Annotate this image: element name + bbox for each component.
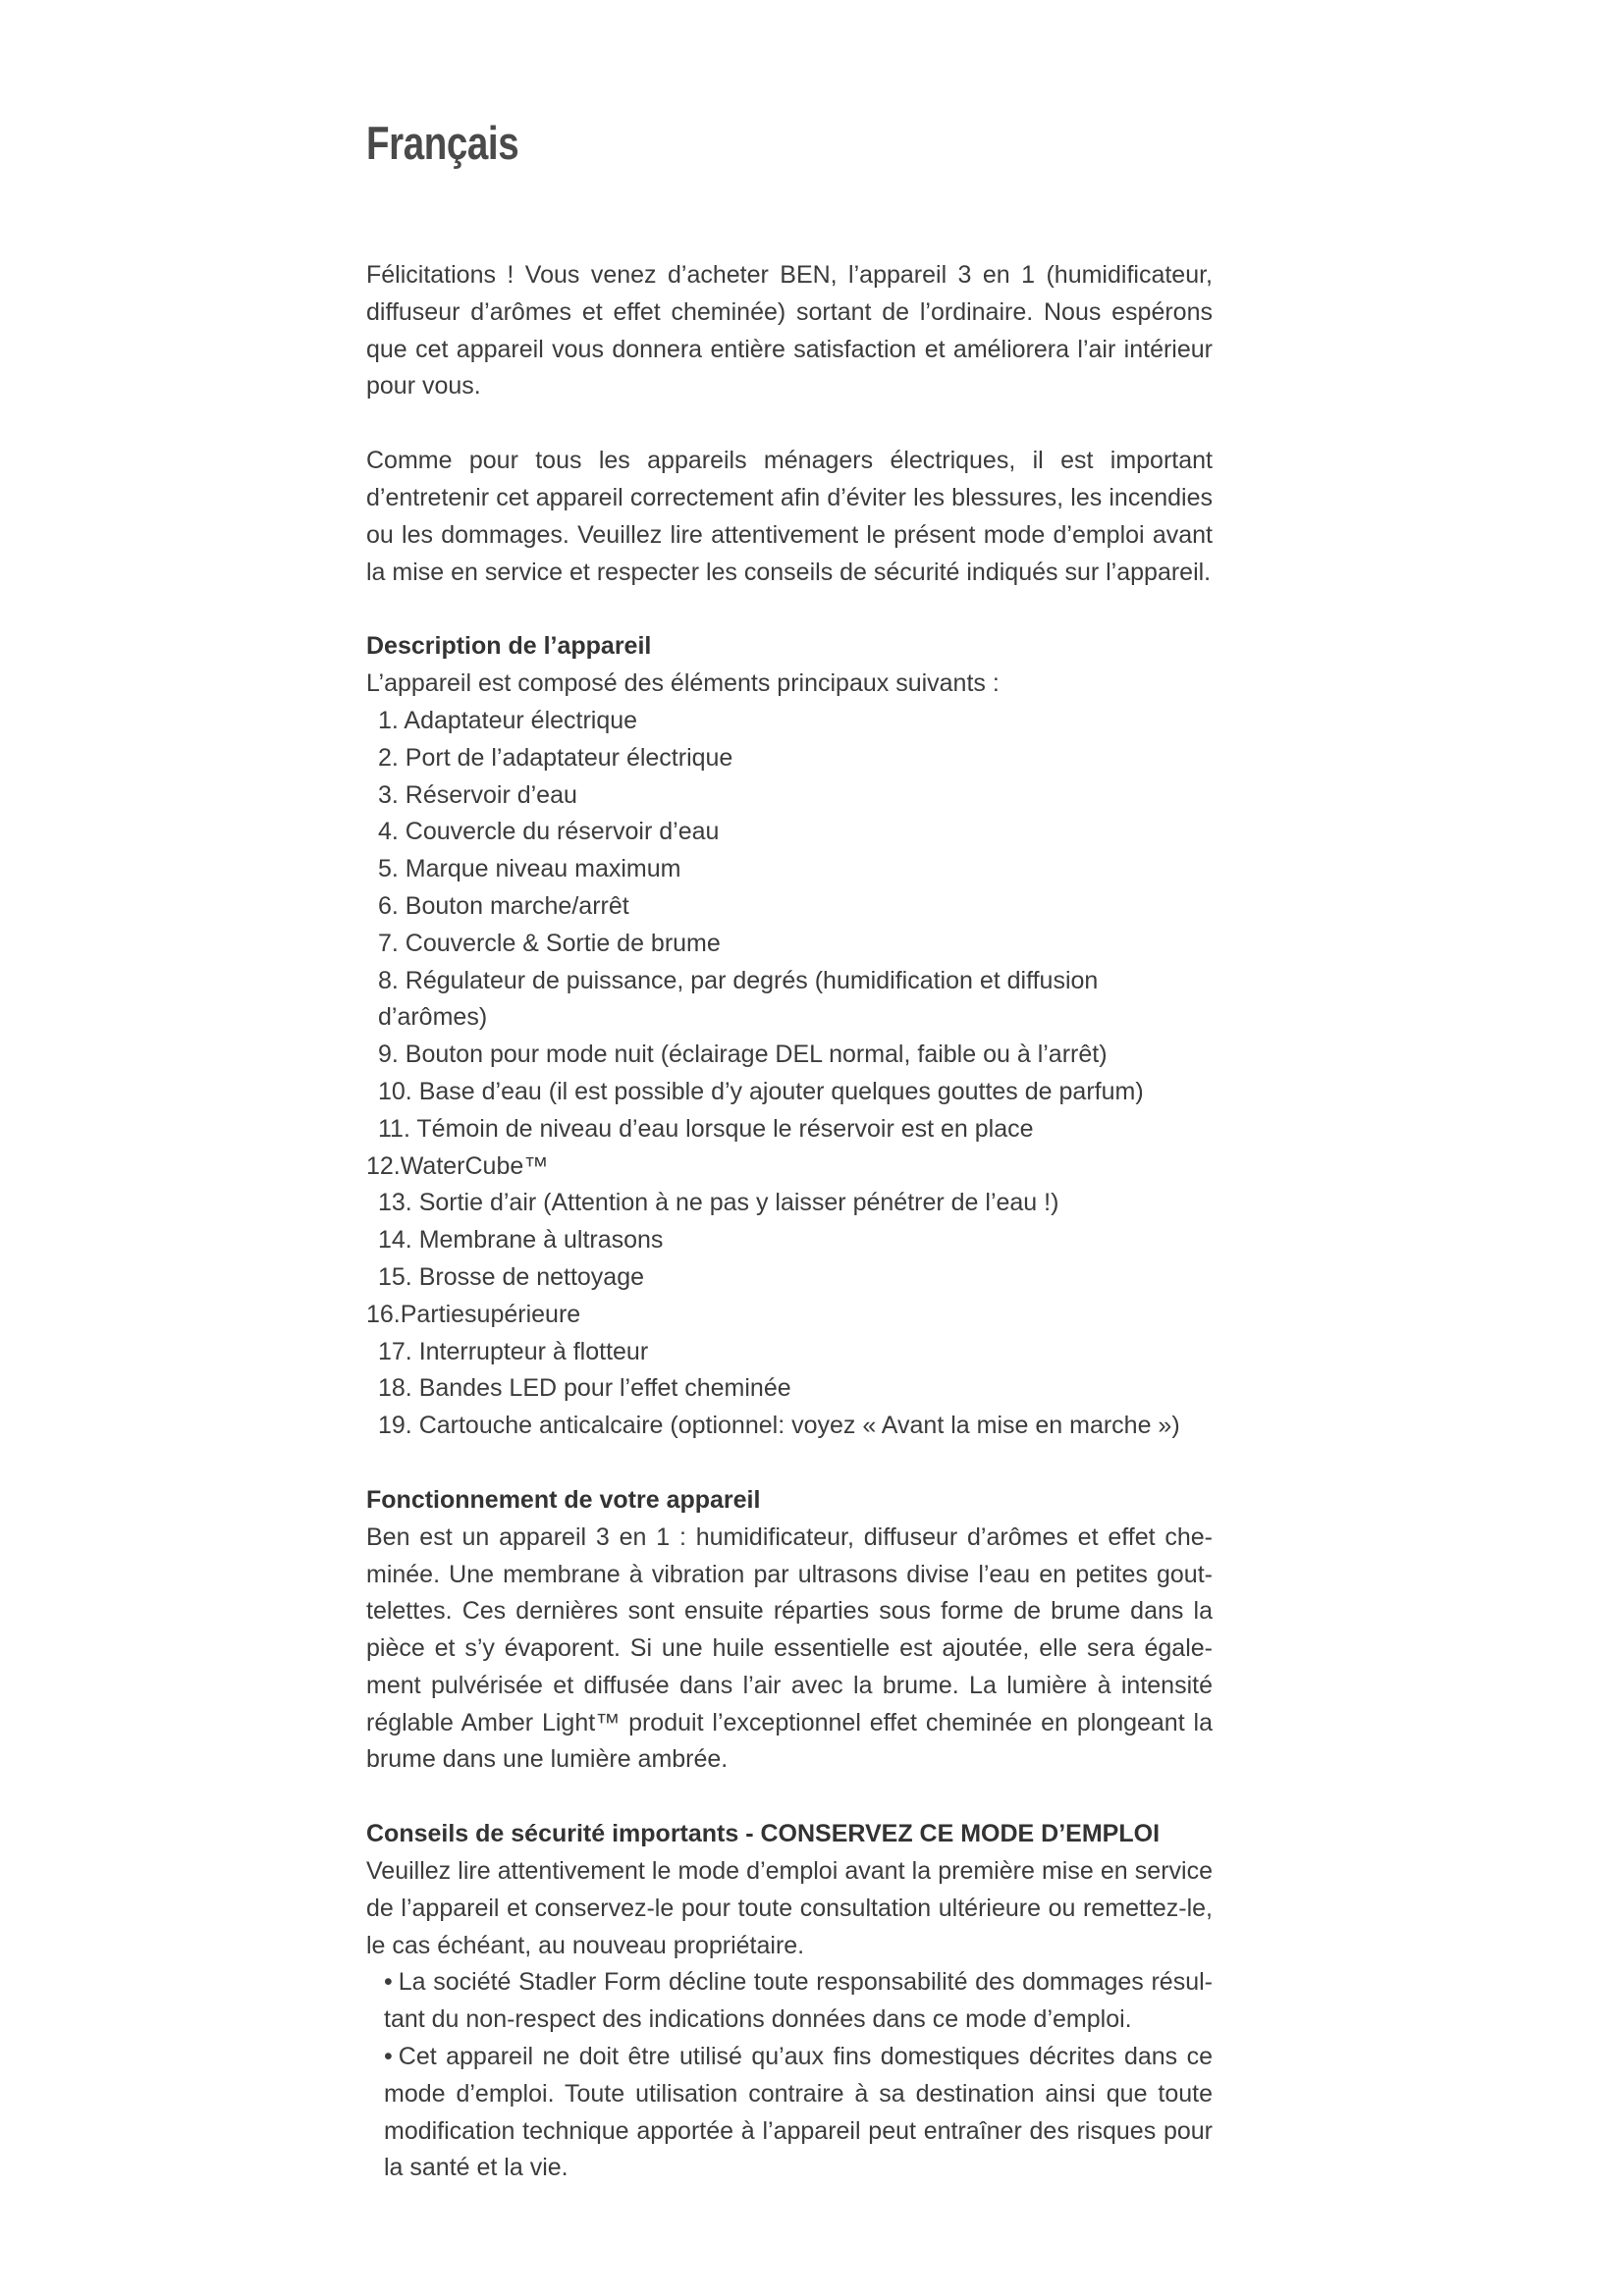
operation-section xyxy=(366,1482,1213,1779)
spacer xyxy=(366,405,1213,443)
bullet-icon: • xyxy=(384,2043,393,2071)
list-item: 8. Régulateur de puissance, par degrés (humidification et diffusion d’arômes) xyxy=(378,966,1099,1032)
bullet-icon: • xyxy=(384,1968,393,1997)
page-title: Français xyxy=(366,117,519,169)
intro-paragraph-1: Félicitations ! Vous venez d’acheter BEN, l’appareil 3 en 1 (humidificateur, diffuseur d’arômes et effet cheminée) sortant de l’ordinaire. Nous espérons que cet appareil vous donnera entière satisfaction et améliorera l’air intérieur pour vous. xyxy=(366,261,1213,400)
list-item: 1. Adaptateur électrique xyxy=(378,706,638,734)
safety-heading: Conseils de sécurité importants - CONSERVEZ CE MODE D’EMPLOI xyxy=(366,1820,1161,1848)
list-item: 6. Bouton marche/arrêt xyxy=(378,891,629,920)
list-item: 7. Couvercle & Sortie de brume xyxy=(378,929,721,957)
list-item: 5. Marque niveau maximum xyxy=(378,855,681,883)
intro-paragraph-2: Comme pour tous les appareils ménagers électriques, il est important d’entretenir cet appareil correctement afin d’éviter les blessures, les incendies ou les dommages. Veuillez lire attentivement le présent mode d’emploi avant la mise en service et respecter les conseils de sécurité indiqués sur l’appareil. xyxy=(366,447,1213,586)
safety-bullets xyxy=(366,1964,1213,2187)
bullet-text: Cet appareil ne doit être utilisé qu’aux fins domestiques décrites dans ce mode d’emploi. Toute utilisation contraire à sa destination ainsi que toute modification technique apportée à l’appareil peut entraîner des risques pour la santé et la vie. xyxy=(384,2043,1213,2182)
list-item: 12.WaterCube™ xyxy=(366,1151,549,1180)
operation-heading: Fonctionnement de votre appareil xyxy=(366,1485,761,1514)
list-item: 19. Cartouche anticalcaire (optionnel: voyez « Avant la mise en marche ») xyxy=(378,1412,1180,1440)
list-item: 11. Témoin de niveau d’eau lorsque le réservoir est en place xyxy=(378,1114,1034,1143)
list-item: 2. Port de l’adaptateur électrique xyxy=(378,743,733,772)
list-item: 15. Brosse de nettoyage xyxy=(378,1262,645,1291)
safety-text: Veuillez lire attentivement le mode d’emploi avant la première mise en service de l’appareil et conservez-le pour toute consultation ultérieure ou remettez-le, le cas échéant, au nouveau propriétaire. xyxy=(366,1857,1213,1959)
operation-text: Ben est un appareil 3 en 1 : humidificateur, diffuseur d’arômes et effet cheminée. Une membrane à vibration par ultrasons divise l’eau en petites gouttelettes. Ces dernières sont ensuite réparties sous forme de brume dans la pièce et s’y évaporent. Si une huile essentielle est ajoutée, elle sera également pulvérisée et diffusée dans l’air avec la brume. La lumière à intensité réglable Amber Light™ produit l’exceptionnel effet cheminée en plongeant la brume dans une lumière ambrée. xyxy=(366,1522,1213,1774)
spacer xyxy=(366,1779,1213,1816)
list-item: 16.Partiesupérieure xyxy=(366,1300,581,1328)
list-item: 13. Sortie d’air (Attention à ne pas y laisser pénétrer de l’eau !) xyxy=(378,1189,1059,1217)
spacer xyxy=(366,591,1213,628)
list-item xyxy=(384,1964,1213,2039)
parts-list xyxy=(366,703,1213,1445)
list-item: 17. Interrupteur à flotteur xyxy=(378,1337,649,1365)
description-section xyxy=(366,628,1213,1445)
list-item: 3. Réservoir d’eau xyxy=(378,780,577,809)
list-item: 9. Bouton pour mode nuit (éclairage DEL normal, faible ou à l’arrêt) xyxy=(378,1041,1108,1069)
spacer xyxy=(366,1445,1213,1482)
list-item: 4. Couvercle du réservoir d’eau xyxy=(378,818,720,846)
list-item: 10. Base d’eau (il est possible d’y ajouter quelques gouttes de parfum) xyxy=(378,1077,1144,1105)
list-item xyxy=(384,2039,1213,2187)
description-lead: L’appareil est composé des éléments principaux suivants : xyxy=(366,669,1000,698)
bullet-text: La société Stadler Form décline toute responsabilité des dommages résultant du non-respect des indications données dans ce mode d’emploi. xyxy=(384,1968,1213,2034)
document-body xyxy=(366,257,1213,2187)
list-item: 14. Membrane à ultrasons xyxy=(378,1226,664,1255)
list-item: 18. Bandes LED pour l’effet cheminée xyxy=(378,1374,791,1403)
safety-section xyxy=(366,1816,1213,2187)
description-heading: Description de l’appareil xyxy=(366,632,652,661)
